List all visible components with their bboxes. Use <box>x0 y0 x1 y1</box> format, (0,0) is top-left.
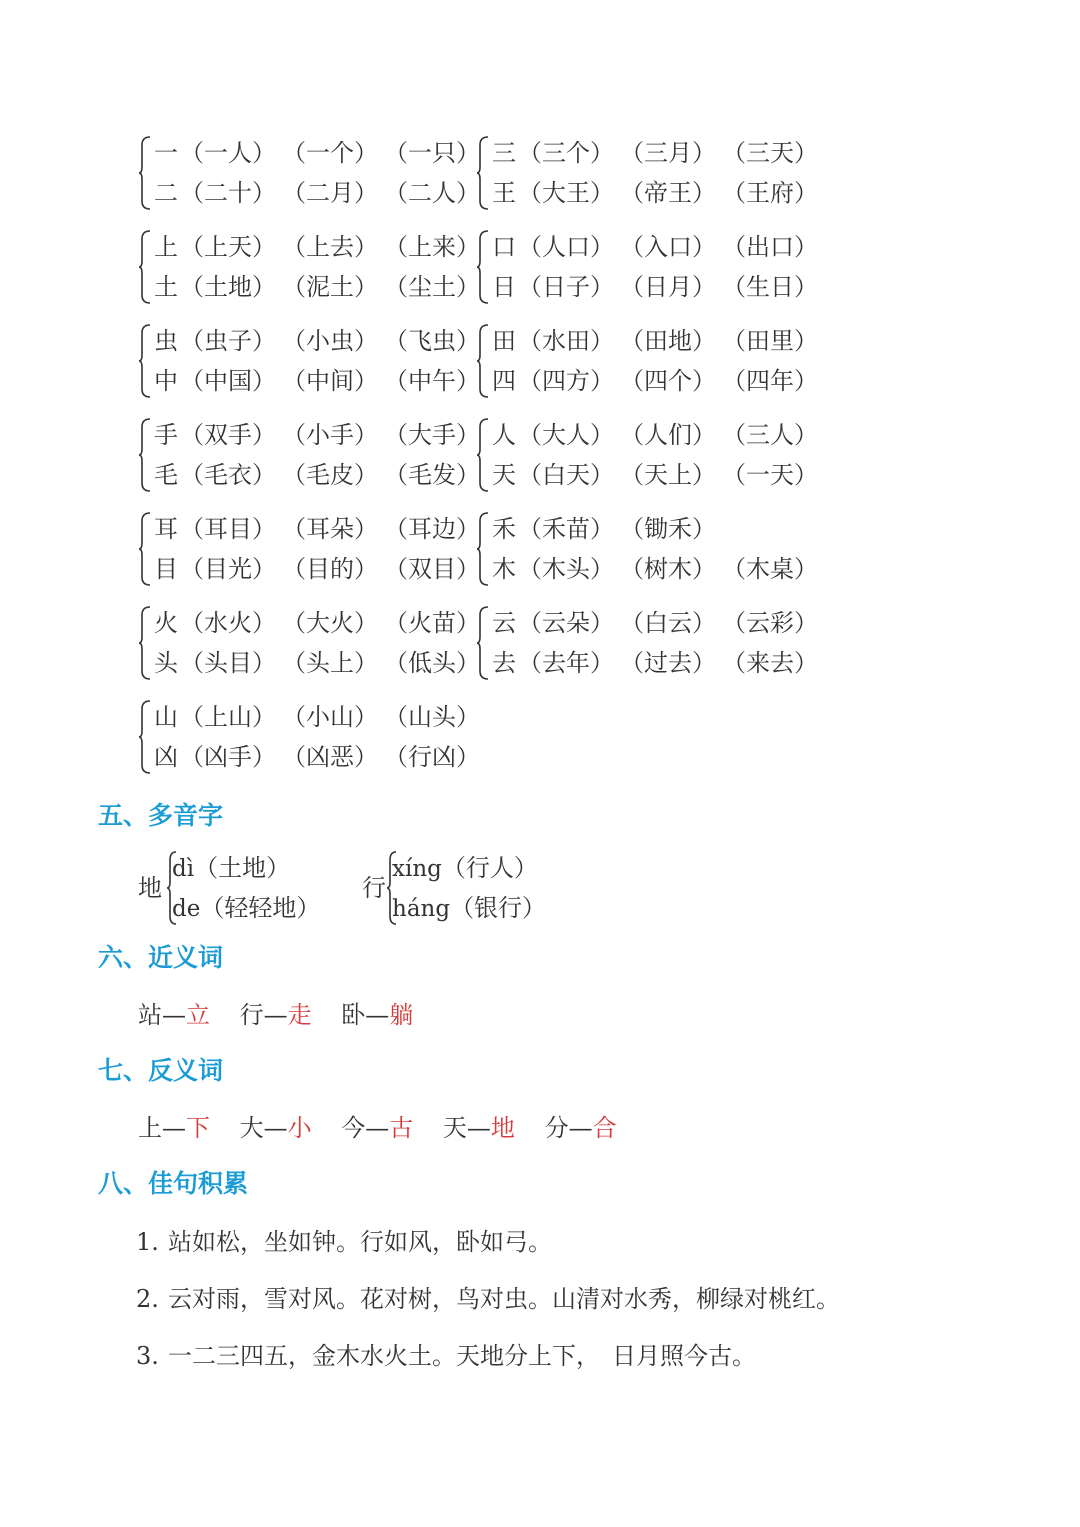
head-char: 凶 <box>154 743 178 771</box>
word: （虫子） <box>180 327 276 355</box>
head-char: 火 <box>154 609 178 637</box>
head-char: 山 <box>154 703 178 731</box>
word-row <box>492 415 824 455</box>
word: （出口） <box>722 233 818 261</box>
word: （二十） <box>180 179 276 207</box>
word: （凶恶） <box>282 743 378 771</box>
word-b: 小 <box>287 1114 312 1142</box>
word-b: 躺 <box>389 1001 414 1029</box>
sentence-text: 云对雨，雪对风。花对树，鸟对虫。山清对水秀，柳绿对桃红。 <box>168 1285 840 1313</box>
word: （山头） <box>384 703 480 731</box>
head-char: 目 <box>154 555 178 583</box>
head-char: 去 <box>492 649 516 677</box>
head-char: 手 <box>154 421 178 449</box>
word: （三人） <box>722 421 818 449</box>
head-char: 田 <box>492 327 516 355</box>
word-row <box>492 549 824 589</box>
word-a: 上 <box>138 1114 162 1142</box>
word: （田里） <box>722 327 818 355</box>
word: （毛皮） <box>282 461 378 489</box>
sentence-text: 站如松，坐如钟。行如风，卧如弓。 <box>168 1228 552 1256</box>
word: （小虫） <box>282 327 378 355</box>
word-row <box>492 267 824 307</box>
word: （双目） <box>384 555 480 583</box>
word-a: 天 <box>442 1114 467 1142</box>
head-char: 四 <box>492 367 516 395</box>
sentence-number: 2. <box>136 1285 159 1313</box>
head-char: 毛 <box>154 461 178 489</box>
dash: — <box>466 1114 491 1142</box>
antonym-pair <box>138 1108 210 1148</box>
word-row <box>154 227 486 267</box>
reading-row <box>392 888 546 928</box>
word: （耳目） <box>180 515 276 543</box>
word: （锄禾） <box>620 515 716 543</box>
head-char: 人 <box>492 421 516 449</box>
word: （一只） <box>384 139 480 167</box>
pinyin: xíng <box>392 856 442 882</box>
word: （过去） <box>620 649 716 677</box>
head-char: 土 <box>154 273 178 301</box>
sentence-item <box>136 1336 756 1376</box>
head-char: 禾 <box>492 515 516 543</box>
word-b: 合 <box>592 1114 617 1142</box>
word-row <box>154 361 486 401</box>
word: （入口） <box>620 233 716 261</box>
sentence-item <box>136 1279 840 1319</box>
word: （双手） <box>180 421 276 449</box>
word-a: 站 <box>138 1001 162 1029</box>
word: （水田） <box>518 327 614 355</box>
word: （二人） <box>384 179 480 207</box>
word: （三月） <box>620 139 716 167</box>
word-b: 地 <box>490 1114 515 1142</box>
word-row <box>154 415 486 455</box>
head-char: 天 <box>492 461 516 489</box>
word: （火苗） <box>384 609 480 637</box>
polyphonic-item <box>138 848 338 928</box>
sentence-text: 一二三四五，金木水火土。天地分上下， 日月照今古。 <box>168 1342 756 1370</box>
word: （低头） <box>384 649 480 677</box>
sentence-number: 1. <box>136 1228 159 1256</box>
word-row <box>154 321 486 361</box>
word: （凶手） <box>180 743 276 771</box>
head-char: 虫 <box>154 327 178 355</box>
dash: — <box>162 1114 186 1142</box>
word-row <box>492 361 824 401</box>
head-char: 上 <box>154 233 178 261</box>
antonym-pair <box>545 1108 617 1148</box>
word: （耳边） <box>384 515 480 543</box>
word-row <box>492 455 824 495</box>
head-char: 木 <box>492 555 516 583</box>
head-char: 二 <box>154 179 178 207</box>
word: （田地） <box>620 327 716 355</box>
word-row <box>154 549 486 589</box>
word: （中间） <box>282 367 378 395</box>
word-a: 行 <box>239 1001 264 1029</box>
head-char: 云 <box>492 609 516 637</box>
brace-icon <box>476 603 490 683</box>
example-word: （轻轻地） <box>200 894 321 922</box>
example-word: （土地） <box>194 854 291 882</box>
word: （来去） <box>722 649 818 677</box>
word-row <box>154 737 486 777</box>
word-a: 今 <box>341 1114 366 1142</box>
word: （四年） <box>722 367 818 395</box>
head-char: 头 <box>154 649 178 677</box>
word-row <box>154 509 486 549</box>
head-char: 耳 <box>154 515 178 543</box>
dash: — <box>568 1114 593 1142</box>
word: （二月） <box>282 179 378 207</box>
synonym-list <box>138 995 435 1035</box>
word: （王府） <box>722 179 818 207</box>
word-a: 大 <box>239 1114 264 1142</box>
word-row <box>154 603 486 643</box>
dash: — <box>365 1001 390 1029</box>
head-char: 口 <box>492 233 516 261</box>
word-a: 卧 <box>341 1001 366 1029</box>
word: （毛发） <box>384 461 480 489</box>
word: （白天） <box>518 461 614 489</box>
pinyin: dì <box>172 856 195 882</box>
example-word: （行人） <box>441 854 538 882</box>
head-char: 日 <box>492 273 516 301</box>
word: （毛衣） <box>180 461 276 489</box>
word-row <box>154 455 486 495</box>
dash: — <box>263 1001 288 1029</box>
head-char: 一 <box>154 139 178 167</box>
brace-icon <box>138 509 152 589</box>
antonym-list <box>138 1108 639 1148</box>
word-row <box>492 643 824 683</box>
word-b: 古 <box>389 1114 414 1142</box>
word-row <box>492 227 824 267</box>
synonym-pair <box>341 995 413 1035</box>
word: （四个） <box>620 367 716 395</box>
pinyin: de <box>172 896 201 922</box>
reading-row <box>172 888 320 928</box>
word-row <box>492 509 824 549</box>
brace-icon <box>476 321 490 401</box>
dash: — <box>365 1114 390 1142</box>
word: （上来） <box>384 233 480 261</box>
antonym-pair <box>443 1108 515 1148</box>
brace-icon <box>138 227 152 307</box>
word-row <box>154 267 486 307</box>
word: （上山） <box>180 703 276 731</box>
dash: — <box>263 1114 288 1142</box>
brace-icon <box>476 133 490 213</box>
word: （大手） <box>384 421 480 449</box>
brace-icon <box>476 509 490 589</box>
word: （一天） <box>722 461 818 489</box>
polyphonic-item <box>362 848 562 928</box>
word: （人口） <box>518 233 614 261</box>
word: （帝王） <box>620 179 716 207</box>
word: （头上） <box>282 649 378 677</box>
section-heading-antonyms: 七、反义词 <box>98 1056 224 1085</box>
sentence-item <box>136 1222 552 1262</box>
word-row <box>154 173 486 213</box>
word: （大火） <box>282 609 378 637</box>
word-row <box>492 321 824 361</box>
pinyin: háng <box>392 896 451 922</box>
word: （尘土） <box>384 273 480 301</box>
reading-row <box>172 848 290 888</box>
brace-icon <box>138 321 152 401</box>
word-b: 走 <box>287 1001 312 1029</box>
word: （行凶） <box>384 743 480 771</box>
word: （中午） <box>384 367 480 395</box>
word-row <box>154 133 486 173</box>
synonym-pair <box>138 995 210 1035</box>
word: （云朵） <box>518 609 614 637</box>
word: （树木） <box>620 555 716 583</box>
head-char: 中 <box>154 367 178 395</box>
word: （天上） <box>620 461 716 489</box>
word: （四方） <box>518 367 614 395</box>
word-row <box>154 697 486 737</box>
brace-icon <box>138 603 152 683</box>
word: （去年） <box>518 649 614 677</box>
word: （日月） <box>620 273 716 301</box>
word: （飞虫） <box>384 327 480 355</box>
word: （大王） <box>518 179 614 207</box>
word: （上天） <box>180 233 276 261</box>
word: （目光） <box>180 555 276 583</box>
section-heading-sentences: 八、佳句积累 <box>98 1169 249 1198</box>
word: （云彩） <box>722 609 818 637</box>
word: （禾苗） <box>518 515 614 543</box>
brace-icon <box>476 415 490 495</box>
polyphonic-char: 地 <box>138 874 162 902</box>
word-row <box>492 133 824 173</box>
word: （泥土） <box>282 273 378 301</box>
synonym-pair <box>240 995 312 1035</box>
word: （头目） <box>180 649 276 677</box>
word: （小山） <box>282 703 378 731</box>
word-b: 下 <box>186 1114 210 1142</box>
sentence-number: 3. <box>136 1342 159 1370</box>
word: （白云） <box>620 609 716 637</box>
word: （三天） <box>722 139 818 167</box>
word: （生日） <box>722 273 818 301</box>
word: （中国） <box>180 367 276 395</box>
word: （耳朵） <box>282 515 378 543</box>
word: （木头） <box>518 555 614 583</box>
word: （小手） <box>282 421 378 449</box>
word-b: 立 <box>186 1001 210 1029</box>
word: （一个） <box>282 139 378 167</box>
word: （上去） <box>282 233 378 261</box>
reading-row <box>392 848 538 888</box>
word: （三个） <box>518 139 614 167</box>
word-row <box>154 643 486 683</box>
antonym-pair <box>240 1108 312 1148</box>
word: （一人） <box>180 139 276 167</box>
word: （日子） <box>518 273 614 301</box>
antonym-pair <box>341 1108 413 1148</box>
brace-icon <box>138 697 152 777</box>
head-char: 王 <box>492 179 516 207</box>
word-row <box>492 603 824 643</box>
brace-icon <box>476 227 490 307</box>
word: （土地） <box>180 273 276 301</box>
word-row <box>492 173 824 213</box>
word: （目的） <box>282 555 378 583</box>
section-heading-synonyms: 六、近义词 <box>98 943 224 972</box>
example-word: （银行） <box>450 894 547 922</box>
polyphonic-char: 行 <box>362 874 386 902</box>
word: （人们） <box>620 421 716 449</box>
section-heading-polyphonic: 五、多音字 <box>98 801 224 830</box>
word-a: 分 <box>544 1114 569 1142</box>
word: （木桌） <box>722 555 818 583</box>
word: （水火） <box>180 609 276 637</box>
head-char: 三 <box>492 139 516 167</box>
brace-icon <box>138 133 152 213</box>
word: （大人） <box>518 421 614 449</box>
dash: — <box>162 1001 186 1029</box>
brace-icon <box>138 415 152 495</box>
